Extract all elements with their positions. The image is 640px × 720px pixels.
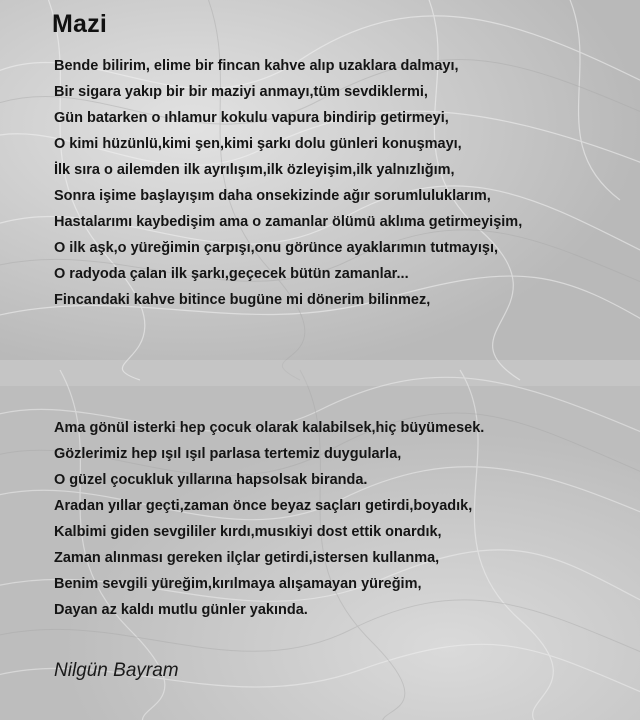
- poem-line: Zaman alınması gereken ilçlar getirdi,istersen kullanma,: [54, 550, 440, 566]
- poem-line: Fincandaki kahve bitince bugüne mi dönerim bilinmez,: [54, 292, 431, 308]
- stanza-2: [54, 415, 484, 623]
- poem-line: Ama gönül isterki hep çocuk olarak kalabilsek,hiç büyümesek.: [54, 420, 485, 436]
- poem-line: O güzel çocukluk yıllarına hapsolsak biranda.: [54, 472, 368, 488]
- poem-title: Mazi: [52, 10, 107, 38]
- poem-line: Aradan yıllar geçti,zaman önce beyaz saçları getirdi,boyadık,: [54, 498, 473, 514]
- poem-author: Nilgün Bayram: [54, 660, 179, 681]
- poem-line: Gözlerimiz hep ışıl ışıl parlasa tertemiz duygularla,: [54, 446, 402, 462]
- poem-line: Dayan az kaldı mutlu günler yakında.: [54, 602, 308, 618]
- stanza-1: [54, 53, 522, 313]
- poem-line: Bende bilirim, elime bir fincan kahve alıp uzaklara dalmayı,: [54, 58, 459, 74]
- poem-line: Hastalarımı kaybedişim ama o zamanlar ölümü aklıma getirmeyişim,: [54, 214, 523, 230]
- poem-line: O kimi hüzünlü,kimi şen,kimi şarkı dolu günleri konuşmayı,: [54, 136, 462, 152]
- poem-line: Sonra işime başlayışım daha onsekizinde ağır sorumluluklarım,: [54, 188, 491, 204]
- poem-line: Benim sevgili yüreğim,kırılmaya alışamayan yüreğim,: [54, 576, 422, 592]
- poem-line: Bir sigara yakıp bir bir maziyi anmayı,tüm sevdiklermi,: [54, 84, 428, 100]
- poem-line: İlk sıra o ailemden ilk ayrılışım,ilk özleyişim,ilk yalnızlığım,: [54, 162, 455, 178]
- poem-line: O radyoda çalan ilk şarkı,geçecek bütün zamanlar...: [54, 266, 409, 282]
- poem-line: O ilk aşk,o yüreğimin çarpışı,onu görünce ayaklarımın tutmayışı,: [54, 240, 499, 256]
- poem-line: Kalbimi giden sevgililer kırdı,musıkiyi dost ettik onardık,: [54, 524, 442, 540]
- poem-line: Gün batarken o ıhlamur kokulu vapura bindirip getirmeyi,: [54, 110, 449, 126]
